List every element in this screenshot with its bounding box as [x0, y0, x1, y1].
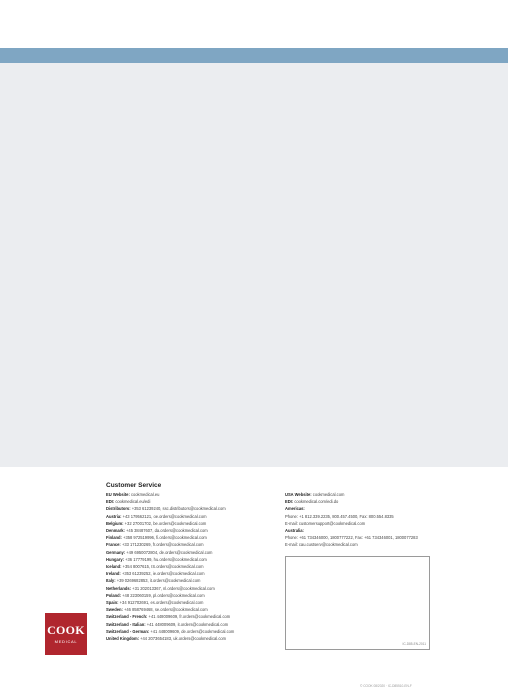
contact-row — [106, 505, 234, 512]
logo-subtitle: MEDICAL — [54, 639, 78, 644]
contact-value: +41 448009609, it.orders@cookmedical.com — [146, 621, 229, 627]
contact-row — [106, 628, 234, 635]
contact-row — [106, 606, 234, 613]
contact-row — [285, 505, 418, 512]
contact-value: +33 171230269, fr.orders@cookmedical.com — [121, 542, 204, 548]
contact-label: USA Website: — [285, 492, 312, 497]
contact-value: +41 448009609, fr.orders@cookmedical.com — [148, 614, 231, 620]
contact-value: +49 6950072804, de.orders@cookmedical.com — [126, 549, 213, 555]
contact-row — [106, 635, 234, 642]
contact-label: Austria: — [106, 513, 122, 519]
contact-value: +34 912702691, es.orders@cookmedical.com — [119, 600, 204, 606]
contact-row — [106, 520, 234, 527]
contact-value: +46 858769468, se.orders@cookmedical.com — [123, 607, 208, 613]
eu-contact-list — [106, 491, 234, 642]
contact-row — [285, 491, 418, 498]
contact-label: Spain: — [106, 600, 119, 606]
customer-service-title: Customer Service — [106, 482, 162, 489]
usa-contact-list — [285, 491, 418, 549]
box-code: IC-D85-EN-2011 — [402, 642, 426, 646]
contact-value: Phone: +1 812.339.2235, 800.457.4500, Fax: 800.554.8335 — [285, 513, 394, 519]
contact-row — [285, 534, 418, 541]
contact-row — [106, 513, 234, 520]
contact-value: E-mail: customersupport@cookmedical.com — [285, 520, 366, 526]
contact-label: Iceland: — [106, 564, 122, 570]
contact-label: Hungary: — [106, 556, 124, 562]
contact-label: EDI: — [285, 499, 294, 505]
contact-label: Poland: — [106, 592, 122, 598]
header-color-band — [0, 48, 508, 63]
label-box — [285, 556, 430, 650]
contact-label: Americas: — [285, 506, 305, 512]
contact-value: +48 223060159, pl.orders@cookmedical.com — [122, 592, 205, 598]
contact-value: +358 972519996, fi.orders@cookmedical.com — [123, 535, 207, 541]
contact-row — [106, 563, 234, 570]
contact-label: Germany: — [106, 549, 126, 555]
contact-value: +354 8007615, IS.orders@cookmedical.com — [122, 564, 204, 570]
contact-value: +353 61239252, ie.orders@cookmedical.com — [121, 571, 205, 577]
contact-value: +36 17779199, hu.orders@cookmedical.com — [125, 556, 207, 562]
contact-label: Finland: — [106, 535, 122, 541]
top-margin — [0, 0, 508, 48]
contact-row — [285, 527, 418, 534]
contact-row — [106, 570, 234, 577]
contact-value: +44 2073654183, uk.orders@cookmedical.com — [140, 636, 227, 642]
contact-row — [106, 585, 234, 592]
contact-label: Belgium: — [106, 520, 124, 526]
contact-row — [106, 592, 234, 599]
contact-row — [285, 541, 418, 548]
contact-row — [106, 541, 234, 548]
cook-medical-logo — [45, 613, 87, 655]
contact-row — [106, 556, 234, 563]
contact-row — [106, 549, 234, 556]
contact-value: cookmedical.com/edi.do — [294, 499, 339, 505]
contact-label: EU Website: — [106, 492, 130, 497]
contact-label: France: — [106, 542, 121, 548]
contact-value: +39 0269682853, it.orders@cookmedical.com — [116, 578, 201, 584]
contact-row — [106, 599, 234, 606]
contact-value: +45 38487607, da.orders@cookmedical.com — [126, 528, 208, 534]
contact-row — [106, 613, 234, 620]
contact-row — [106, 498, 234, 505]
contact-value: cookmedical.com — [312, 492, 345, 497]
contact-value: +43 179562121, oe.orders@cookmedical.com — [122, 513, 207, 519]
contact-label: Ireland: — [106, 571, 121, 577]
footer-area — [0, 467, 508, 696]
document-code: © COOK 08/2020 · IC-D85510-EN-F — [360, 684, 412, 688]
contact-row — [106, 577, 234, 584]
contact-value: +41 448009609, de.orders@cookmedical.com — [150, 628, 235, 634]
contact-value: E-mail: cau.custserv@cookmedical.com — [285, 542, 358, 548]
contact-row — [106, 527, 234, 534]
contact-row — [106, 621, 234, 628]
contact-row — [285, 520, 418, 527]
contact-label: United Kingdom: — [106, 636, 139, 642]
contact-row — [285, 513, 418, 520]
contact-row — [106, 491, 234, 498]
contact-row — [285, 498, 418, 505]
contact-value: cookmedical.eu/edi — [115, 499, 151, 505]
contact-label: Australia: — [285, 528, 304, 534]
contact-value: Phone: +61 734346000, 1800777222, Fax: +61 734346001, 1800077283 — [285, 535, 418, 541]
contact-row — [106, 534, 234, 541]
contact-label: Sweden: — [106, 607, 123, 613]
contact-label: Distributors: — [106, 506, 131, 512]
logo-wordmark: COOK — [47, 623, 85, 637]
contact-label: Denmark: — [106, 528, 125, 534]
contact-value: +31 202013367, nl.orders@cookmedical.com — [132, 585, 215, 591]
contact-label: Netherlands: — [106, 585, 132, 591]
contact-value: +32 27001702, be.orders@cookmedical.com — [124, 520, 207, 526]
contact-value: cookmedical.eu — [130, 492, 160, 497]
contact-label: Switzerland - German: — [106, 628, 150, 634]
content-panel — [0, 63, 508, 467]
contact-value: +353 61239240, ssc.distributors@cookmedical.com — [131, 506, 226, 512]
contact-label: Switzerland - Italian: — [106, 621, 146, 627]
contact-label: Italy: — [106, 578, 116, 584]
contact-label: EDI: — [106, 499, 115, 505]
contact-label: Switzerland - French: — [106, 614, 148, 620]
